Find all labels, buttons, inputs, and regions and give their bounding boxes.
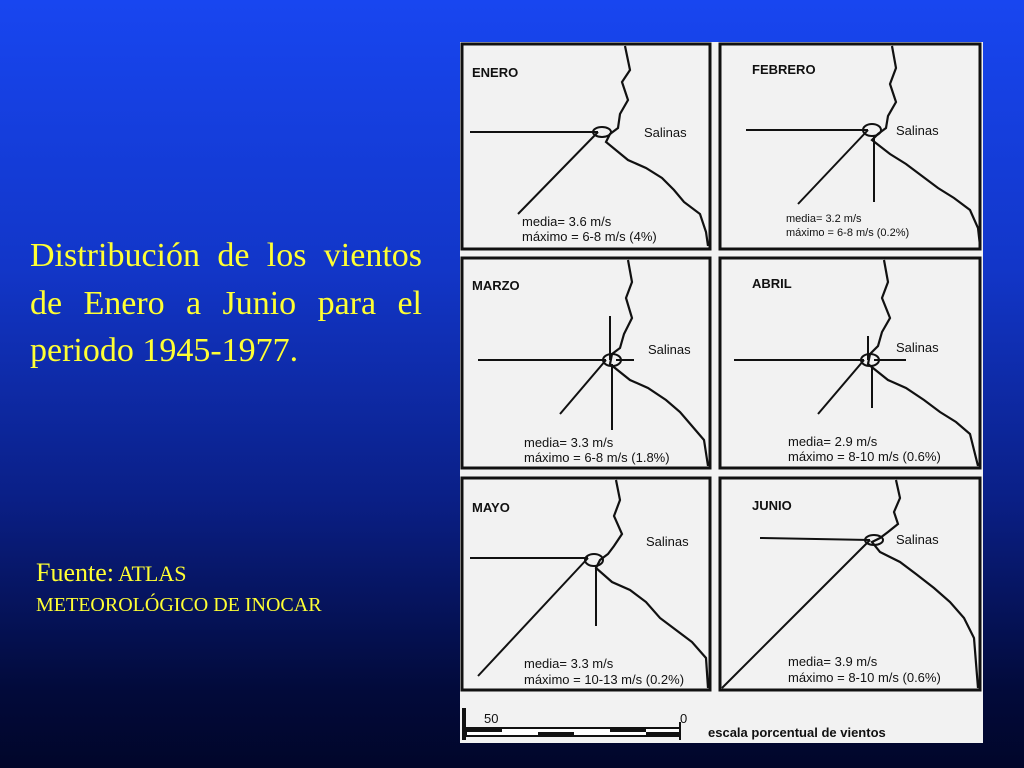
panel-febrero-location: Salinas <box>896 123 939 138</box>
source-line-2: METEOROLÓGICO DE INOCAR <box>36 594 322 616</box>
panel-febrero-month: FEBRERO <box>752 62 816 77</box>
panel-junio-maximo: máximo = 8-10 m/s (0.6%) <box>788 670 941 685</box>
panel-enero-media: media= 3.6 m/s <box>522 214 612 229</box>
panel-enero-location: Salinas <box>644 125 687 140</box>
panel-abril-media: media= 2.9 m/s <box>788 434 878 449</box>
scale-left-value: 50 <box>484 711 499 726</box>
panel-mayo-location: Salinas <box>646 534 689 549</box>
panel-enero-maximo: máximo = 6-8 m/s (4%) <box>522 229 657 244</box>
panel-abril-location: Salinas <box>896 340 939 355</box>
panel-febrero-media: media= 3.2 m/s <box>786 213 862 225</box>
panel-marzo-location: Salinas <box>648 342 691 357</box>
source-line-1: ATLAS <box>118 561 187 586</box>
panel-abril-maximo: máximo = 8-10 m/s (0.6%) <box>788 449 941 464</box>
panel-marzo-month: MARZO <box>472 278 520 293</box>
slide-title: Distribución de los vientos de Enero a Junio para el periodo 1945-1977. <box>30 237 422 370</box>
panel-marzo-media: media= 3.3 m/s <box>524 435 614 450</box>
panel-junio-media: media= 3.9 m/s <box>788 654 878 669</box>
panel-junio-month: JUNIO <box>752 498 792 513</box>
source-note <box>36 558 436 617</box>
panel-abril-month: ABRIL <box>752 276 792 291</box>
wind-rose-svg <box>460 42 983 743</box>
panel-junio-location: Salinas <box>896 532 939 547</box>
panel-enero-month: ENERO <box>472 65 519 80</box>
source-label: Fuente: <box>36 558 114 587</box>
panel-mayo-media: media= 3.3 m/s <box>524 656 614 671</box>
panel-marzo-maximo: máximo = 6-8 m/s (1.8%) <box>524 450 670 465</box>
panel-mayo-maximo: máximo = 10-13 m/s (0.2%) <box>524 672 685 687</box>
panel-febrero-maximo: máximo = 6-8 m/s (0.2%) <box>786 227 910 239</box>
scale-caption: escala porcentual de vientos <box>708 725 886 740</box>
panel-mayo-month: MAYO <box>472 500 510 515</box>
wind-rose-figure <box>460 42 983 743</box>
scale-right-value: 0 <box>680 711 688 726</box>
